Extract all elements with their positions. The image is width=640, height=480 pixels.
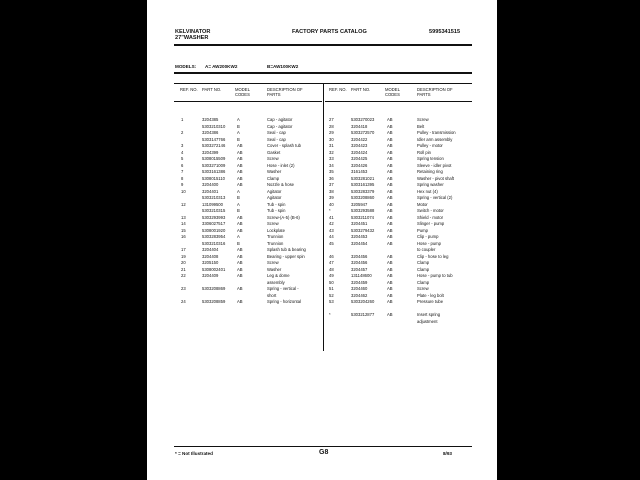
table-cell-ref: 28	[329, 123, 334, 129]
col-part-header-right: PART NO.	[351, 87, 371, 92]
table-cell-part: 3204385	[202, 117, 219, 122]
table-cell-ref: 51	[329, 286, 334, 291]
table-cell-desc: Roll pin	[417, 149, 431, 155]
table-cell-desc: Lockplate	[267, 227, 285, 233]
table-cell-part: 3204386	[202, 130, 219, 135]
table-cell-code: A	[237, 201, 240, 207]
table-cell-part: 5303208859	[202, 299, 226, 304]
table-cell-ref: 33	[329, 156, 334, 161]
table-cell-code: AB	[237, 273, 243, 278]
table-cell-code: AB	[237, 156, 243, 161]
table-cell-desc: Cap - agitator	[267, 123, 293, 129]
table-cell-desc: Spring - vertical -	[267, 286, 299, 291]
catalog-title: FACTORY PARTS CATALOG	[292, 29, 367, 35]
table-cell-code: AB	[237, 169, 243, 174]
table-cell-desc: Pump	[417, 227, 428, 233]
table-cell-code: AB	[237, 253, 243, 259]
table-cell-ref: 42	[329, 221, 334, 226]
table-cell-desc: Washer - pivot shaft	[417, 175, 455, 181]
table-cell-code: AB	[387, 260, 393, 265]
table-cell-part: 5303204260	[351, 299, 375, 304]
table-cell-ref: 49	[329, 273, 334, 278]
col-ref-header-right: REF. NO.	[329, 87, 347, 92]
table-cell-desc: Tub - spin	[267, 208, 286, 213]
header-underline-left	[174, 101, 322, 102]
table-cell-desc: Screw	[267, 221, 279, 226]
table-cell-desc: Pulley - motor	[417, 143, 443, 148]
table-cell-desc: Pulley - transmission	[417, 130, 456, 135]
table-cell-part: 5308015110	[202, 175, 225, 181]
table-cell-ref: 37	[329, 182, 334, 187]
table-cell-desc: Washer	[267, 169, 282, 174]
table-cell-ref: 38	[329, 188, 334, 194]
table-cell-desc: Bearing - upper spin	[267, 253, 305, 259]
table-cell-ref: 41	[329, 214, 334, 220]
table-cell-code: AB	[237, 143, 243, 148]
table-cell-desc: Nozzle & hose	[267, 182, 294, 187]
table-cell-ref: 5	[181, 156, 184, 161]
table-cell-ref: 52	[329, 292, 334, 298]
model-a: A= AW200KW2	[205, 64, 238, 69]
table-cell-desc: Spring tension	[417, 156, 444, 161]
col-model-header-right: MODEL CODES	[385, 87, 400, 97]
table-cell-ref: 46	[329, 253, 334, 259]
table-cell-desc: Cover - splash tub	[267, 143, 301, 148]
table-cell-code: AB	[387, 156, 393, 161]
table-cell-code: AB	[387, 123, 393, 129]
table-cell-part: 5303147766	[202, 136, 226, 142]
table-cell-part: 5303161395	[351, 182, 375, 187]
table-cell-ref: 36	[329, 175, 334, 181]
models-rule	[174, 72, 472, 74]
table-cell-ref: 30	[329, 136, 334, 142]
table-cell-desc: Screw	[417, 286, 429, 291]
table-cell-code: AB	[387, 136, 393, 142]
table-cell-desc: Hose - pump	[417, 240, 441, 246]
table-cell-code: AB	[387, 175, 393, 181]
table-cell-part: 3204404	[202, 247, 219, 252]
brand-name: KELVINATOR	[175, 29, 211, 35]
table-cell-code: AB	[237, 175, 243, 181]
table-cell-desc: Leg & dome	[267, 273, 290, 278]
col-desc-header: DESCRIPTION OF PARTS	[267, 87, 303, 97]
table-cell-part: 5303272146	[202, 143, 226, 148]
table-cell-desc: Screw	[267, 156, 279, 161]
table-cell-code: AB	[387, 221, 393, 226]
table-cell-desc: adjustment	[417, 318, 438, 324]
product-name: 27"WASHER	[175, 35, 209, 41]
table-cell-code: B	[237, 123, 240, 129]
table-cell-desc: Spring - horizontal	[267, 299, 301, 304]
col-part-header: PART NO.	[202, 87, 222, 92]
table-cell-part: 5303283954	[202, 234, 226, 239]
table-cell-ref: 6	[181, 162, 184, 168]
table-cell-code: AB	[387, 299, 393, 304]
table-cell-desc: Shield - motor	[417, 214, 444, 220]
table-cell-part: 5303212877	[351, 312, 375, 317]
table-cell-desc: Trunnion	[267, 240, 284, 246]
table-cell-ref: 16	[181, 234, 186, 239]
table-cell-part: 5303283379	[351, 188, 375, 194]
table-cell-ref: 15	[181, 227, 186, 233]
table-cell-code: AB	[387, 240, 393, 246]
table-cell-code: AB	[387, 149, 393, 155]
table-cell-code: AB	[387, 227, 393, 233]
table-cell-code: A	[237, 234, 240, 239]
table-cell-desc: Plate - leg bolt	[417, 292, 444, 298]
table-cell-desc: assembly	[267, 279, 285, 285]
table-cell-part: 5303210316	[202, 240, 226, 246]
table-cell-part: 3204451	[351, 221, 368, 226]
table-cell-ref: 23	[181, 286, 186, 291]
table-cell-ref: 17	[181, 247, 186, 252]
table-cell-part: 3204453	[351, 234, 368, 239]
table-cell-code: AB	[387, 279, 393, 285]
model-b: B=AW100KW2	[267, 64, 299, 69]
table-cell-code: A	[237, 117, 240, 122]
table-cell-part: 3204424	[351, 149, 368, 155]
table-cell-part: 3204459	[351, 279, 368, 285]
table-cell-ref: 53	[329, 299, 334, 304]
table-cell-desc: Clamp	[267, 175, 280, 181]
col-desc-header-right: DESCRIPTION OF PARTS	[417, 87, 453, 97]
table-cell-ref: 10	[181, 188, 186, 194]
table-cell-desc: Belt	[417, 123, 425, 129]
catalog-page	[147, 0, 497, 480]
table-cell-ref: *	[329, 208, 331, 213]
table-cell-code: A	[237, 130, 240, 135]
table-cell-code: AB	[237, 221, 243, 226]
table-cell-ref: 40	[329, 201, 334, 207]
table-cell-ref: 31	[329, 143, 334, 148]
table-cell-desc: Clip - pump	[417, 234, 439, 239]
table-cell-code: AB	[387, 117, 393, 122]
table-cell-code: AB	[387, 234, 393, 239]
table-cell-part: 3204426	[351, 162, 368, 168]
table-cell-code: AB	[387, 182, 393, 187]
table-cell-part: 3204423	[351, 143, 368, 148]
table-cell-part: 5303208860	[351, 195, 375, 200]
table-cell-ref: 3	[181, 143, 184, 148]
table-cell-part: 5303210310	[202, 123, 226, 129]
table-cell-part: 5303210315	[202, 208, 226, 213]
table-cell-desc: Spring washer	[417, 182, 444, 187]
table-cell-ref: 8	[181, 175, 184, 181]
table-cell-part: 5308002401	[202, 266, 226, 272]
table-cell-part: 3204409	[202, 273, 219, 278]
models-label: MODELS:	[175, 64, 197, 69]
table-cell-part: 5303271009	[202, 162, 226, 168]
header-underline-right	[325, 101, 472, 102]
table-cell-desc: Spring - vertical (2)	[417, 195, 453, 200]
table-cell-code: B	[237, 195, 240, 200]
table-cell-ref: 47	[329, 260, 334, 265]
table-cell-desc: Splash tub & bearing	[267, 247, 306, 252]
table-cell-part: 3204460	[351, 286, 368, 291]
table-cell-ref: 32	[329, 149, 334, 155]
table-cell-desc: to coupler	[417, 247, 436, 252]
table-cell-desc: Clamp	[417, 260, 430, 265]
table-cell-code: AB	[387, 312, 393, 317]
table-cell-desc: Pressure tube	[417, 299, 444, 304]
table-cell-desc: Seal - cap	[267, 136, 286, 142]
table-cell-part: 3204399	[202, 149, 219, 155]
footer-rule	[174, 446, 472, 447]
table-cell-part: 3205150	[202, 260, 219, 265]
table-cell-ref: 27	[329, 117, 334, 122]
table-cell-code: AB	[387, 273, 393, 278]
table-cell-desc: Hose - pump to tub	[417, 273, 453, 278]
table-cell-code: AB	[387, 201, 393, 207]
table-cell-desc: Agitator	[267, 188, 282, 194]
table-cell-code: AB	[237, 260, 243, 265]
table-cell-part: 3161453	[351, 169, 368, 174]
table-cell-desc: Sleeve - idler pivot	[417, 162, 452, 168]
table-cell-code: AB	[237, 182, 243, 187]
table-cell-desc: Insert spring	[417, 312, 441, 317]
table-cell-part: 3204456	[351, 253, 368, 259]
table-cell-desc: short	[267, 292, 277, 298]
table-cell-code: AB	[387, 214, 393, 220]
table-cell-part: 3204456	[351, 260, 368, 265]
col-model-header: MODEL CODES	[235, 87, 250, 97]
table-cell-code: AB	[387, 292, 393, 298]
table-cell-desc: Trunnion	[267, 234, 284, 239]
table-cell-code: AB	[387, 286, 393, 291]
table-cell-ref: 44	[329, 234, 334, 239]
table-cell-part: 5303270023	[351, 117, 375, 122]
table-cell-desc: Switch - motor	[417, 208, 444, 213]
table-cell-ref: 21	[181, 266, 186, 272]
table-cell-ref: 43	[329, 227, 334, 233]
table-cell-ref: 9	[181, 182, 184, 187]
table-cell-part: 3204418	[351, 123, 368, 129]
table-cell-desc: Screw	[267, 260, 279, 265]
table-cell-part: 5303293588	[351, 208, 375, 213]
table-cell-ref: 1	[181, 117, 184, 122]
table-cell-code: AB	[387, 208, 393, 213]
table-cell-ref: 39	[329, 195, 334, 200]
table-cell-ref: 14	[181, 221, 186, 226]
table-cell-code: AB	[387, 130, 393, 135]
table-cell-code: AB	[387, 162, 393, 168]
table-cell-ref: 48	[329, 266, 334, 272]
table-cell-part: 5303161386	[202, 169, 226, 174]
table-cell-part: 3306027517	[202, 221, 226, 226]
table-cell-ref: 7	[181, 169, 184, 174]
table-cell-part: 131148600	[351, 273, 372, 278]
table-cell-code: AB	[387, 195, 393, 200]
table-cell-part: 3204422	[351, 136, 368, 142]
table-cell-part: 131099500	[202, 201, 223, 207]
table-cell-ref: 24	[181, 299, 186, 304]
table-cell-desc: Clip - hose to leg	[417, 253, 449, 259]
table-cell-desc: Screw-(A-5) (B-6)	[267, 214, 300, 220]
table-cell-ref: 50	[329, 279, 334, 285]
table-cell-part: 5303281021	[351, 175, 375, 181]
table-cell-desc: Seal - cap	[267, 130, 286, 135]
table-cell-part: 3204425	[351, 156, 368, 161]
table-cell-desc: Washer	[267, 266, 282, 272]
table-cell-desc: Cap - agitator	[267, 117, 293, 122]
table-cell-ref: 34	[329, 162, 334, 168]
table-cell-code: B	[237, 136, 240, 142]
table-cell-desc: Gasket	[267, 149, 281, 155]
table-cell-code: AB	[237, 162, 243, 168]
table-cell-ref: 22	[181, 273, 186, 278]
table-cell-desc: Slinger - pump	[417, 221, 445, 226]
table-cell-ref: 20	[181, 260, 186, 265]
table-cell-part: 5303293993	[202, 214, 226, 220]
table-cell-part: 3204401	[202, 188, 219, 194]
table-cell-code: AB	[237, 286, 243, 291]
table-cell-code: AB	[237, 299, 243, 304]
table-cell-code: AB	[237, 266, 243, 272]
header-rule	[174, 44, 472, 46]
table-cell-desc: Clamp	[417, 279, 430, 285]
table-cell-part: 3204462	[351, 292, 368, 298]
table-cell-desc: Hose - inlet (2)	[267, 162, 295, 168]
table-cell-desc: Clamp	[417, 266, 430, 272]
table-cell-desc: Screw	[417, 117, 429, 122]
table-cell-code: AB	[387, 266, 393, 272]
catalog-number: 5995341515	[429, 29, 461, 35]
revision-date: 8/93	[443, 451, 452, 456]
table-cell-ref: 35	[329, 169, 334, 174]
table-cell-ref: 4	[181, 149, 184, 155]
page-number: G8	[319, 449, 329, 456]
table-cell-code: AB	[237, 247, 243, 252]
table-cell-part: 3204454	[351, 240, 368, 246]
table-cell-ref: 12	[181, 201, 186, 207]
table-cell-code: AB	[237, 149, 243, 155]
table-cell-part: 5303211074	[351, 214, 374, 220]
table-cell-desc: Retaining ring	[417, 169, 443, 174]
table-cell-ref: 2	[181, 130, 184, 135]
table-cell-part: 5308015509	[202, 156, 226, 161]
column-divider	[323, 83, 324, 351]
table-cell-code: AB	[237, 214, 243, 220]
table-cell-part: 5303272570	[351, 130, 375, 135]
table-cell-desc: Idler arm assembly	[417, 136, 453, 142]
table-cell-code: AB	[387, 253, 393, 259]
table-cell-ref: 13	[181, 214, 186, 220]
table-cell-part: 5303208869	[202, 286, 226, 291]
table-cell-code: B	[237, 240, 240, 246]
footnote: * = Not Illustrated	[175, 451, 213, 456]
table-cell-desc: Agitator	[267, 195, 282, 200]
table-cell-code: A	[237, 188, 240, 194]
table-cell-code: AB	[237, 227, 243, 233]
table-cell-part: 3204408	[202, 253, 219, 259]
table-cell-part: 3204400	[202, 182, 219, 187]
table-cell-part: 3205947	[351, 201, 368, 207]
table-cell-code: AB	[387, 169, 393, 174]
table-cell-code: AB	[387, 188, 393, 194]
table-cell-ref: 19	[181, 253, 186, 259]
col-ref-header: REF. NO.	[180, 87, 198, 92]
table-cell-part: 5308001920	[202, 227, 226, 233]
table-cell-ref: *	[329, 312, 331, 317]
table-cell-ref: 29	[329, 130, 334, 135]
table-cell-desc: Tub - spin	[267, 201, 286, 207]
table-cell-code: B	[237, 208, 240, 213]
table-cell-part: 3204457	[351, 266, 368, 272]
table-cell-part: 5303210313	[202, 195, 226, 200]
table-cell-desc: Motor	[417, 201, 428, 207]
table-cell-code: AB	[387, 143, 393, 148]
table-cell-ref: 45	[329, 240, 334, 246]
table-cell-desc: Hex nut (4)	[417, 188, 438, 194]
table-cell-part: 5303279432	[351, 227, 375, 233]
